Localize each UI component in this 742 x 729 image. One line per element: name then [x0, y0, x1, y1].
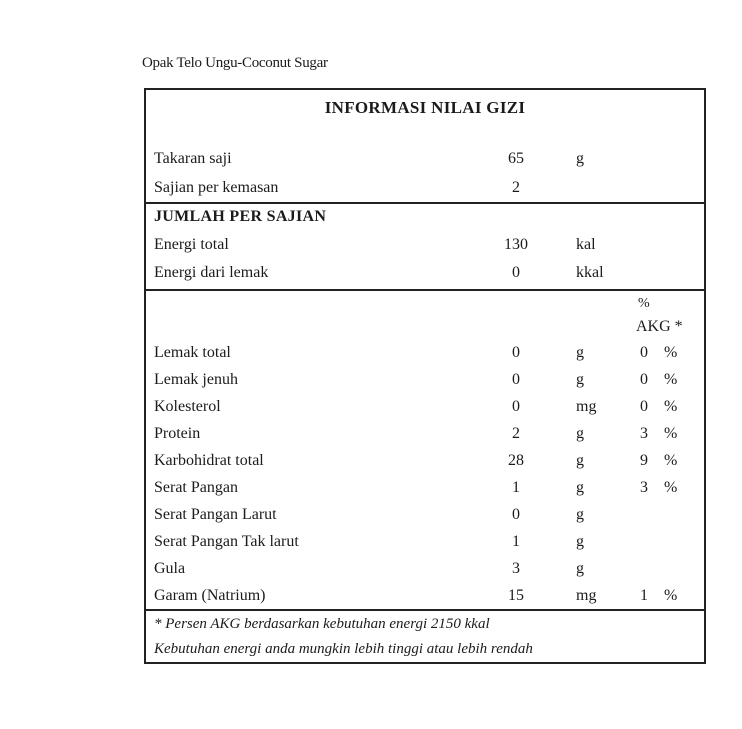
row-label: Takaran saji — [154, 150, 232, 167]
nutrient-value: 1 — [512, 479, 520, 496]
nutrient-row — [146, 423, 704, 445]
nutrient-akg: 1 — [640, 587, 648, 604]
nutrient-value: 0 — [512, 398, 520, 415]
product-name: Opak Telo Ungu-Coconut Sugar — [142, 55, 328, 71]
row-unit: kal — [576, 236, 596, 253]
nutrient-unit: g — [576, 452, 584, 469]
nutrient-unit: g — [576, 506, 584, 523]
panel-heading: INFORMASI NILAI GIZI — [324, 98, 526, 117]
nutrient-unit: g — [576, 371, 584, 388]
nutrient-akg: 0 — [640, 398, 648, 415]
nutrient-value: 1 — [512, 533, 520, 550]
nutrient-row — [146, 396, 704, 418]
nutrient-name: Serat Pangan — [154, 479, 238, 496]
nutrient-unit: g — [576, 425, 584, 442]
total-energy-row — [146, 234, 704, 256]
nutrient-row — [146, 558, 704, 580]
nutrient-percent: % — [664, 425, 678, 442]
row-label: Energi dari lemak — [154, 264, 269, 281]
nutrient-value: 0 — [512, 506, 520, 523]
nutrient-row — [146, 504, 704, 526]
nutrient-name: Gula — [154, 560, 186, 577]
footnote-energy: Kebutuhan energi anda mungkin lebih tinggi atau lebih rendah — [154, 641, 533, 657]
row-value: 130 — [504, 236, 528, 253]
nutrient-akg: 3 — [640, 425, 648, 442]
nutrient-value: 15 — [508, 587, 524, 604]
serving-size-row — [146, 148, 704, 170]
nutrient-value: 3 — [512, 560, 520, 577]
nutrient-unit: g — [576, 533, 584, 550]
row-unit: kkal — [576, 264, 604, 281]
nutrient-name: Lemak total — [154, 344, 231, 361]
nutrient-row — [146, 477, 704, 499]
row-value: 0 — [512, 264, 520, 281]
servings-per-pack-row — [146, 177, 704, 199]
akg-percent-symbol: % — [638, 296, 650, 311]
nutrient-akg: 0 — [640, 344, 648, 361]
nutrient-percent: % — [664, 452, 678, 469]
nutrient-name: Serat Pangan Larut — [154, 506, 277, 523]
row-value: 65 — [508, 150, 524, 167]
nutrient-value: 0 — [512, 344, 520, 361]
nutrient-value: 28 — [508, 452, 524, 469]
nutrient-row — [146, 342, 704, 364]
nutrient-unit: g — [576, 560, 584, 577]
nutrient-row — [146, 531, 704, 553]
energy-from-fat-row — [146, 262, 704, 284]
row-label: Sajian per kemasan — [154, 179, 279, 196]
nutrient-akg: 9 — [640, 452, 648, 469]
nutrient-percent: % — [664, 371, 678, 388]
nutrient-value: 2 — [512, 425, 520, 442]
divider — [146, 289, 704, 291]
nutrient-percent: % — [664, 587, 678, 604]
row-unit: g — [576, 150, 584, 167]
nutrition-facts-panel — [144, 88, 706, 664]
akg-column-heading: AKG * — [636, 318, 683, 335]
nutrient-akg: 3 — [640, 479, 648, 496]
nutrient-row — [146, 585, 704, 607]
nutrient-percent: % — [664, 344, 678, 361]
nutrient-percent: % — [664, 398, 678, 415]
divider — [146, 202, 704, 204]
nutrient-percent: % — [664, 479, 678, 496]
row-label: Energi total — [154, 236, 229, 253]
footnote-akg: * Persen AKG berdasarkan kebutuhan energi 2150 kkal — [154, 616, 490, 632]
nutrient-akg: 0 — [640, 371, 648, 388]
nutrient-row — [146, 369, 704, 391]
nutrient-unit: g — [576, 344, 584, 361]
nutrient-unit: g — [576, 479, 584, 496]
nutrient-name: Garam (Natrium) — [154, 587, 266, 604]
nutrient-name: Protein — [154, 425, 201, 442]
nutrient-unit: mg — [576, 587, 597, 604]
divider — [146, 609, 704, 611]
nutrient-name: Serat Pangan Tak larut — [154, 533, 299, 550]
nutrient-name: Kolesterol — [154, 398, 221, 415]
row-value: 2 — [512, 179, 520, 196]
nutrient-row — [146, 450, 704, 472]
nutrient-name: Karbohidrat total — [154, 452, 264, 469]
nutrient-unit: mg — [576, 398, 597, 415]
nutrient-name: Lemak jenuh — [154, 371, 238, 388]
nutrient-value: 0 — [512, 371, 520, 388]
amount-per-serving-heading: JUMLAH PER SAJIAN — [154, 208, 327, 225]
